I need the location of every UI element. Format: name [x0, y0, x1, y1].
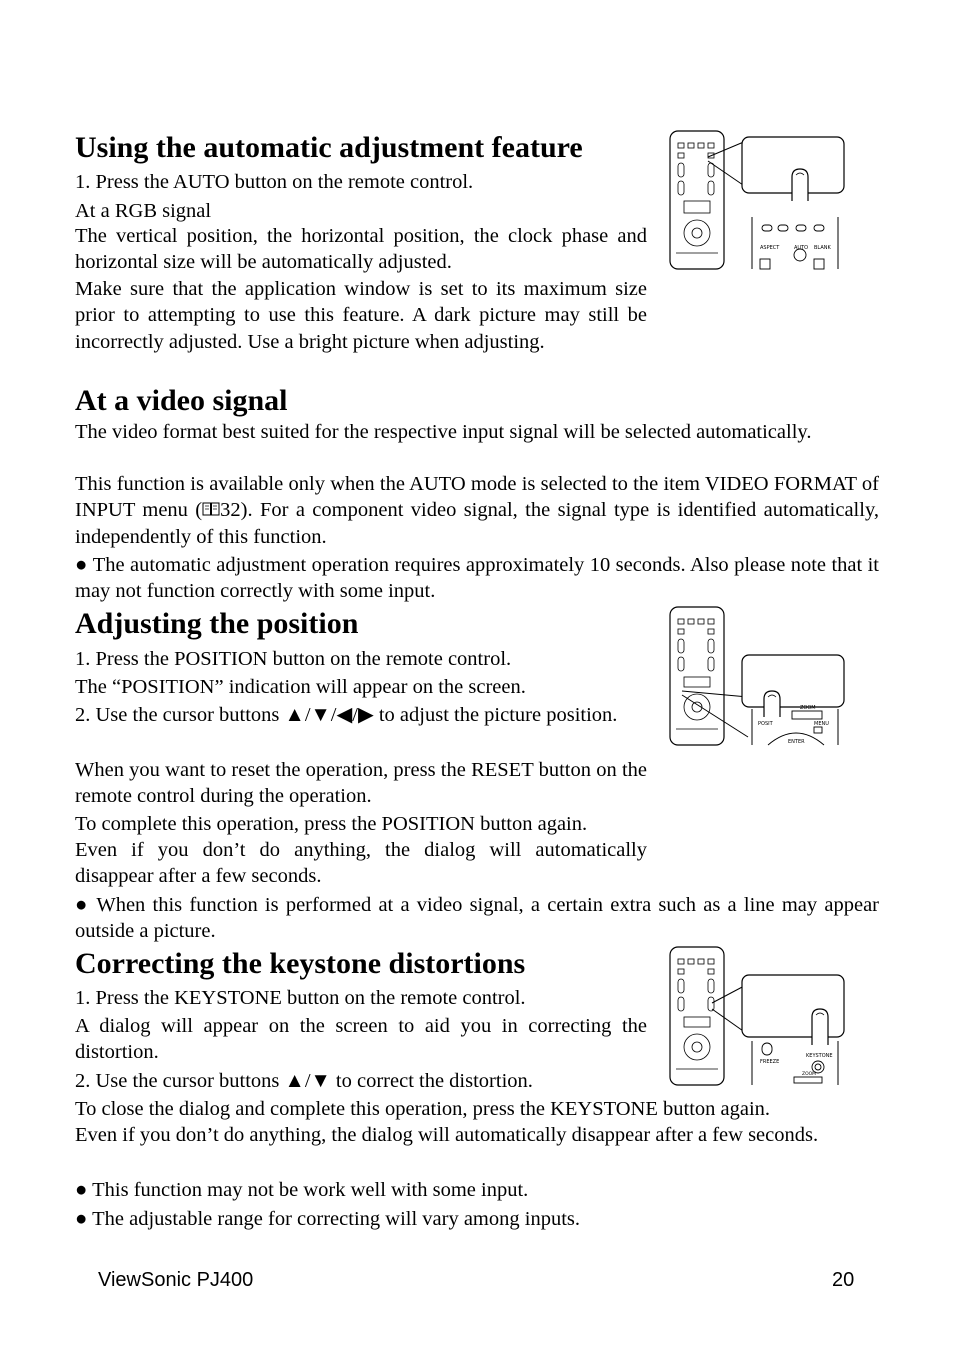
section-heading-video-signal: At a video signal: [75, 384, 288, 417]
video-signal-paragraph-1: The video format best suited for the respective input signal will be selected automatically.: [75, 421, 812, 443]
rgb-signal-note-paragraph: Make sure that the application window is set to its maximum size prior to attempting to use this feature. A dark picture may still be incorrectly adjusted. Use a bright picture when adjusting.: [75, 278, 647, 353]
figure-label-freeze: FREEZE: [760, 1059, 780, 1065]
footer-page-number: 20: [832, 1269, 855, 1291]
video-signal-paragraph-2-b: ). For a component video signal, the signal type is identified automatically, independently of this function.: [75, 499, 879, 548]
figure-label-keystone: KEYSTONE: [806, 1053, 833, 1059]
keystone-bullet-1: ● This function may not be work well with some input.: [75, 1179, 529, 1201]
keystone-step-2: 2. Use the cursor buttons ▲/▼ to correct the distortion.: [75, 1070, 533, 1092]
keystone-auto-disappear-paragraph: Even if you don’t do anything, the dialog will automatically disappear after a few seconds.: [75, 1124, 819, 1146]
video-signal-bullet: ● The automatic adjustment operation requires approximately 10 seconds. Also please note that it may not function correctly with some input.: [75, 554, 879, 603]
section-heading-position: Adjusting the position: [75, 607, 359, 640]
book-reference-icon: [202, 502, 220, 517]
figure-label-auto: AUTO: [794, 245, 809, 251]
footer-product-name: ViewSonic PJ400: [98, 1269, 254, 1291]
video-signal-paragraph-2-a: This function is available only when the AUTO mode is selected to the item VIDEO FORMAT of INPUT menu (: [75, 473, 879, 522]
figure-label-blank: BLANK: [814, 245, 831, 251]
position-bullet: ● When this function is performed at a video signal, a certain extra such as a line may appear outside a picture.: [75, 894, 879, 943]
figure-label-menu: MENU: [814, 721, 829, 727]
position-step-1: 1. Press the POSITION button on the remote control.: [75, 648, 512, 670]
rgb-signal-paragraph: The vertical position, the horizontal position, the clock phase and horizontal size will be automatically adjusted.: [75, 225, 647, 274]
figure-label-zoom-2: ZOOM: [802, 1072, 817, 1077]
position-complete-paragraph: To complete this operation, press the POSITION button again.: [75, 813, 588, 835]
position-auto-disappear-paragraph: Even if you don’t do anything, the dialog will automatically disappear after a few seconds.: [75, 839, 647, 888]
remote-keystone-button-figure: [668, 945, 848, 1087]
keystone-step-1: 1. Press the KEYSTONE button on the remote control.: [75, 987, 526, 1009]
keystone-bullet-2: ● The adjustable range for correcting will vary among inputs.: [75, 1208, 580, 1230]
auto-step-1: 1. Press the AUTO button on the remote control.: [75, 171, 474, 193]
position-reset-paragraph: When you want to reset the operation, press the RESET button on the remote control during the operation.: [75, 759, 647, 808]
position-indication-line: The “POSITION” indication will appear on the screen.: [75, 676, 526, 698]
section-heading-keystone: Correcting the keystone distortions: [75, 947, 526, 980]
video-signal-paragraph-2: [75, 471, 879, 550]
figure-label-zoom: ZOOM: [800, 705, 816, 711]
remote-auto-button-figure: [668, 129, 848, 271]
keystone-close-paragraph: To close the dialog and complete this operation, press the KEYSTONE button again.: [75, 1098, 771, 1120]
position-step-2: 2. Use the cursor buttons ▲/▼/◀/▶ to adjust the picture position.: [75, 704, 618, 726]
figure-label-aspect: ASPECT: [760, 245, 780, 251]
figure-label-posit: POSIT: [758, 721, 773, 727]
keystone-dialog-paragraph: A dialog will appear on the screen to aid you in correcting the distortion.: [75, 1015, 647, 1064]
remote-position-button-figure: [668, 605, 848, 747]
video-signal-page-ref: 32: [220, 499, 241, 522]
section-heading-auto-adjust: Using the automatic adjustment feature: [75, 131, 583, 164]
rgb-signal-subhead: At a RGB signal: [75, 200, 212, 222]
figure-label-enter: ENTER: [788, 739, 805, 745]
